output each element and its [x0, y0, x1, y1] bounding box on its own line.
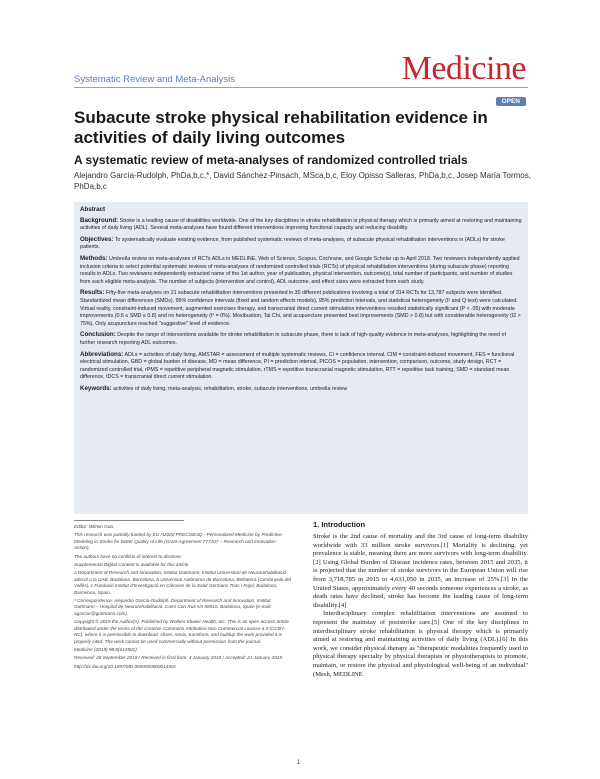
intro-paragraph: Stroke is the 2nd cause of mortality and the 3rd cause of long-term disability worldwide with 33 million stroke survivors.[1] Mortality is declining, yet prevalence is stable, meaning there are more survivors with long-term disability.[2] Using Global Burden of Disease incidence rates, between 2015 and 2035, it is projected that the number of stroke survivors in the European Union will rise from 3,718,785 in 2015 to 4,631,050 in 2035, an increase of 25%.[3] In the United States, approximately every 40 seconds someone experiences a stroke, as death rates have declined, stroke has become the leading cause of long-term disability.[4] [313, 533, 528, 609]
journal-logo: Medicine [401, 50, 526, 87]
author-list: Alejandro García-Rudolph, PhDa,b,c,*, David Sánchez-Pinsach, MSca,b,c, Eloy Opisso Salleras, PhDa,b,c, Josep María Tormos, PhDa,b,c [74, 171, 531, 191]
intro-paragraph: Interdisciplinary complex rehabilitation interventions are assumed to represent the mainstay of poststroke care.[5] One of the key disciplines in interdisciplinary stroke rehabilitation is physical therapy which is primarily aimed at restoring and maintaining activities of daily living (ADL).[6] In this work, we consider physical therapy as "therapeutic modalities frequently used in physical therapy specialty by physical therapists or physiotherapists to promote, maintain, or restore the physical and physiological well-being of an individual" (Mesh, MEDLINE [313, 610, 528, 678]
dates: Received: 28 September 2018 / Received in final form: 4 January 2019 / Accepted: 21 January 2019 [74, 655, 283, 661]
open-access-badge: OPEN [496, 97, 526, 106]
abstract-objectives: Objectives: To systematically evaluate existing evidence, from published systematic reviews of meta-analyses, of subacute physical rehabilitation interventions in (ADLs) for stroke patients. [80, 235, 505, 251]
article-subtitle: A systematic review of meta-analyses of randomized controlled trials [74, 153, 468, 167]
supplemental-note: Supplemental Digital Content is available for this article. [74, 562, 190, 568]
affiliations: a Department of Research and Innovation, Institut Guttmann, Institut Universitari de Neurorehabilitació adscrit a la UAB, Badalona, Barcelona, b Universitat Autònoma de Barcelona, Bellaterra (Cerdanyola del Vallès), c Fundació Institut d'Investigació en Ciències de la Salut Germans Trias i Pujol, Badalona, Barcelona, Spain. [74, 570, 291, 595]
abstract-keywords: Keywords: activities of daily living, meta-analysis, rehabilitation, stroke, subacute interventions, umbrella review [80, 384, 348, 392]
conflict-note: The authors have no conflicts of interest to disclose. [74, 553, 182, 559]
abstract-heading: Abstract [80, 206, 106, 213]
editor-note: Editor: Wilmin Guo. [74, 524, 115, 529]
correspondence: * Correspondence: Alejandro García-Rudolph, Department of Research and Innovation, Institut Guttmann – Hospital de Neurorehabilitació, Camí Can Ruti s/n 08916, Badalona, Spain (e-mail: agarciar@guttmann.com). [74, 598, 272, 616]
page-number: 1 [297, 760, 301, 766]
introduction-heading: 1. Introduction [313, 520, 366, 529]
abstract-methods: Methods: Umbrella review on meta-analyses of RCTs ADLs in MEDLINE, Web of Science, Scopus, Cochrane, and Google Scholar up to April 2018. Two reviewers independently applied inclusion criteria to select potential systematic reviews of meta-analyses of randomized controlled trials (RCTs) of physical rehabilitation interventions (during subacute phase) reporting results in ADLs. Two reviewers independently extracted name of the 1st author, year of publication, physical intervention, outcome(s), total number of participants, and number of studies from each eligible meta-analysis. The number of subjects (intervention and control), ADL outcome, and effect sizes were extracted from each study. [80, 254, 520, 285]
abstract-conclusion: Conclusion: Despite the range of interventions available for stroke rehabilitation in subacute phase, there is lack of high-quality evidence in meta-analyses, highlighting the need of further research reporting ADL outcomes. [80, 331, 506, 346]
introduction-body [313, 533, 528, 679]
doi-link[interactable]: http://dx.doi.org/10.1097/MD.0000000000014501 [74, 663, 177, 669]
abstract-abbreviations: Abbreviations: ADLs = activities of daily living, AMSTAR = assessment of multiple systematic reviews, CI = confidence interval, CIM = constraint-induced movement, FES = functional electrical stimulation, GBD = global burden of disease, MD = mean difference, PI = prediction interval, PICOS = population, intervention, comparison, outcome, study design, RCT = randomized controlled trial, rPMS = repetitive peripheral magnetic stimulation, rTMS = repetitive transcranial magnetic stimulation, RTT = repetitive task training, SMD = standard mean difference, tDCS = transcranial direct current stimulation. [80, 350, 515, 381]
section-label: Systematic Review and Meta-Analysis [74, 74, 236, 85]
abstract-background: Background: Stroke is a leading cause of disabilities worldwide. One of the key disciplines in stroke rehabilitation is physical therapy which is primarily aimed at restoring and maintaining activities of daily living (ADL). Several meta-analyses have found different interventions improving functional capacity and reducing disability. [80, 216, 522, 232]
article-title: Subacute stroke physical rehabilitation evidence in activities of daily living outcomes [74, 108, 488, 147]
copyright: Copyright © 2019 the Author(s). Published by Wolters Kluwer Health, Inc. This is an open access article distributed under the terms of the Creative Commons Attribution-Non Commercial License 4.0 (CCBY-NC), where it is permissible to download, share, remix, transform, and buildup the work provided it is properly cited. The work cannot be used commercially without permission from the journal. [74, 619, 289, 644]
funding-note: This research was partially funded by EU H2020 PRECISE4Q - Personalized Medicine by Predictive Modeling in Stroke for better Quality of Life (Grant Agreement 777107 – Research and Innovation Action). [74, 532, 282, 551]
header-rule [74, 87, 528, 88]
front-matter-rule [74, 520, 184, 521]
citation: Medicine (2019) 98:8(e14501) [74, 646, 137, 652]
abstract-results: Results: Fifty-five meta-analyses on 21 subacute rehabilitation interventions presented in 30 different publications involving a total of 314 RCTs for 13,787 subjects were identified. Standardized mean differences (SMDs), 95% confidence intervals (fixed and random effects models), 95% prediction intervals, and statistical heterogeneity (I² and Q test) were calculated. Virtual reality, constraint-induced movement, augmented exercises therapy, and transcranial direct current stimulation interventions resulted statistically significant (P < .05) with moderate improvements (0.5 ≤ SMD ≤ 0.8) and no heterogeneity (I² = 0%). Moxibustion, Tai Chi, and acupuncture presented best improvements (SMD > 0.8) but with considerable heterogeneity (I2 > 75%). Only acupuncture reached "suggestive" level of evidence. [80, 289, 521, 327]
front-matter [74, 520, 292, 672]
abstract [80, 206, 522, 396]
